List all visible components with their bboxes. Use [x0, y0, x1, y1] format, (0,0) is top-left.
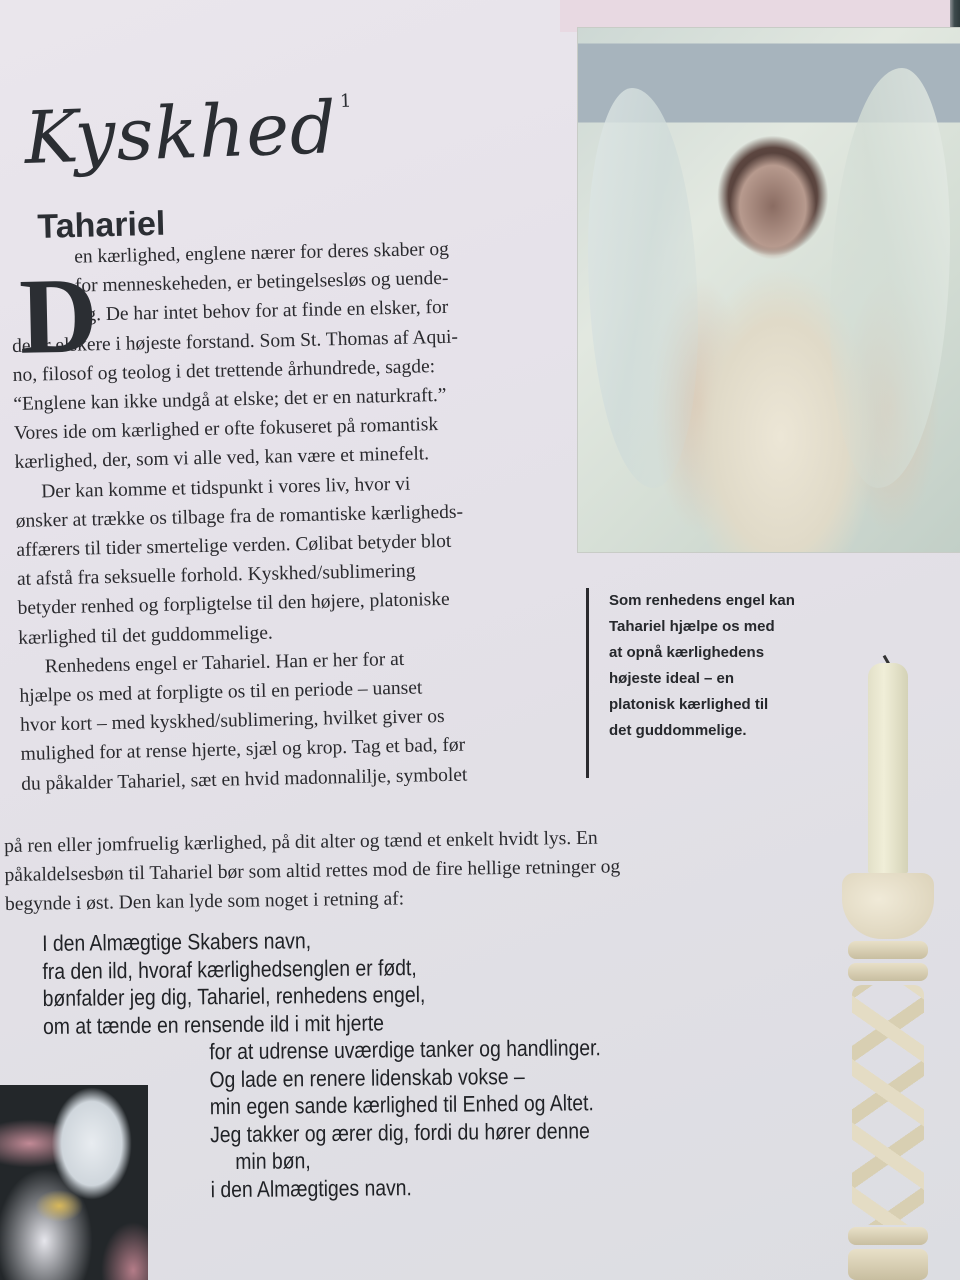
candle-holder-twist: [852, 985, 924, 1225]
text-line: påkaldelsesbøn til Tahariel bør som altid rettes mod de fire hellige retninger og: [4, 856, 621, 886]
prayer-line: min egen sande kærlighed til Enhed og Altet.: [209, 1090, 594, 1120]
text-line: lig. De har intet behov for at finde en elsker, for: [75, 297, 449, 327]
text-line: kærlighed til det guddommelige.: [18, 622, 273, 649]
text-line: kærlighed, der, som vi alle ved, kan være et minefelt.: [14, 443, 430, 474]
text-line: en kærlighed, englene nærer for deres skaber og: [74, 238, 450, 268]
candle-holder-base: [848, 1249, 928, 1280]
text-line: affærers til tider smertelige verden. Cølibat betyder blot: [16, 530, 452, 561]
candle-holder-ring: [848, 963, 928, 981]
prayer-line: i den Almægtiges navn.: [210, 1174, 412, 1202]
text-line: hjælpe os med at forpligte os til en periode – uanset: [19, 677, 423, 707]
candle-holder-ring: [848, 941, 928, 959]
text-line: Vores ide om kærlighed er ofte fokuseret på romantisk: [13, 414, 439, 445]
prayer-line: I den Almægtige Skabers navn,: [42, 928, 312, 956]
prayer-line: bønfalder jeg dig, Tahariel, renhedens engel,: [42, 981, 426, 1011]
angel-wing-right: [830, 68, 950, 488]
candle-stick: [868, 663, 908, 873]
body-text-wide: [4, 820, 865, 919]
text-line: at afstå fra seksuelle forhold. Kyskhed/sublimering: [16, 560, 416, 591]
angel-wing-left: [588, 88, 698, 488]
caption-line: det guddommelige.: [609, 722, 747, 739]
candle-holder-cup: [842, 873, 934, 939]
lily-image: [0, 1085, 148, 1280]
text-line: ønsker at trække os tilbage fra de romantiske kærligheds-: [15, 501, 464, 532]
text-line: mulighed for at rense hjerte, sjæl og krop. Tag et bad, før: [20, 735, 466, 766]
candle-image: [838, 655, 948, 1280]
caption-line: højeste ideal – en: [609, 670, 735, 687]
angel-name-heading: Tahariel: [36, 204, 166, 247]
text-line: på ren eller jomfruelig kærlighed, på dit alter og tænd et enkelt hvidt lys. En: [4, 827, 598, 857]
prayer-line: fra den ild, hvoraf kærlighedsenglen er født,: [42, 954, 417, 984]
text-line: no, filosof og teolog i det trettende århundrede, sagde:: [12, 355, 436, 386]
text-line: du påkalder Tahariel, sæt en hvid madonnalilje, symbolet: [21, 764, 468, 795]
prayer-line: min bøn,: [235, 1148, 311, 1174]
angel-painting: [578, 28, 960, 552]
text-line: Der kan komme et tidspunkt i vores liv, hvor vi: [40, 473, 411, 503]
image-caption: [586, 588, 869, 778]
prayer-line: Jeg takker og ærer dig, fordi du hører denne: [209, 1117, 590, 1147]
text-line: Renhedens engel er Tahariel. Han er her for at: [44, 648, 405, 678]
text-line: “Englene kan ikke undgå at elske; det er en naturkraft.”: [13, 384, 447, 415]
footnote-marker: 1: [339, 90, 353, 112]
drop-cap: D: [18, 256, 99, 377]
text-line: de er elskere i højeste forstand. Som St. Thomas af Aqui-: [11, 326, 459, 357]
caption-line: Som renhedens engel kan: [609, 592, 795, 609]
text-line: begynde i øst. Den kan lyde som noget i retning af:: [4, 888, 405, 915]
body-text: [10, 232, 581, 798]
chapter-title-text: Kyskhed: [23, 85, 339, 180]
candle-holder-ring: [848, 1227, 928, 1245]
prayer-line: for at udrense uværdige tanker og handlinger.: [209, 1035, 601, 1065]
caption-line: at opnå kærlighedens: [609, 644, 765, 661]
caption-line: platonisk kærlighed til: [609, 696, 769, 713]
prayer-line: om at tænde en rensende ild i mit hjerte: [42, 1009, 385, 1039]
caption-line: Tahariel hjælpe os med: [609, 618, 775, 635]
text-line: hvor kort – med kyskhed/sublimering, hvilket giver os: [19, 706, 445, 737]
text-line: for menneskeheden, er betingelsesløs og uende-: [74, 268, 449, 297]
prayer-line: Og lade en renere lidenskab vokse –: [209, 1063, 525, 1092]
chapter-title: [23, 85, 355, 180]
text-line: betyder renhed og forpligtelse til den højere, platoniske: [17, 589, 450, 620]
